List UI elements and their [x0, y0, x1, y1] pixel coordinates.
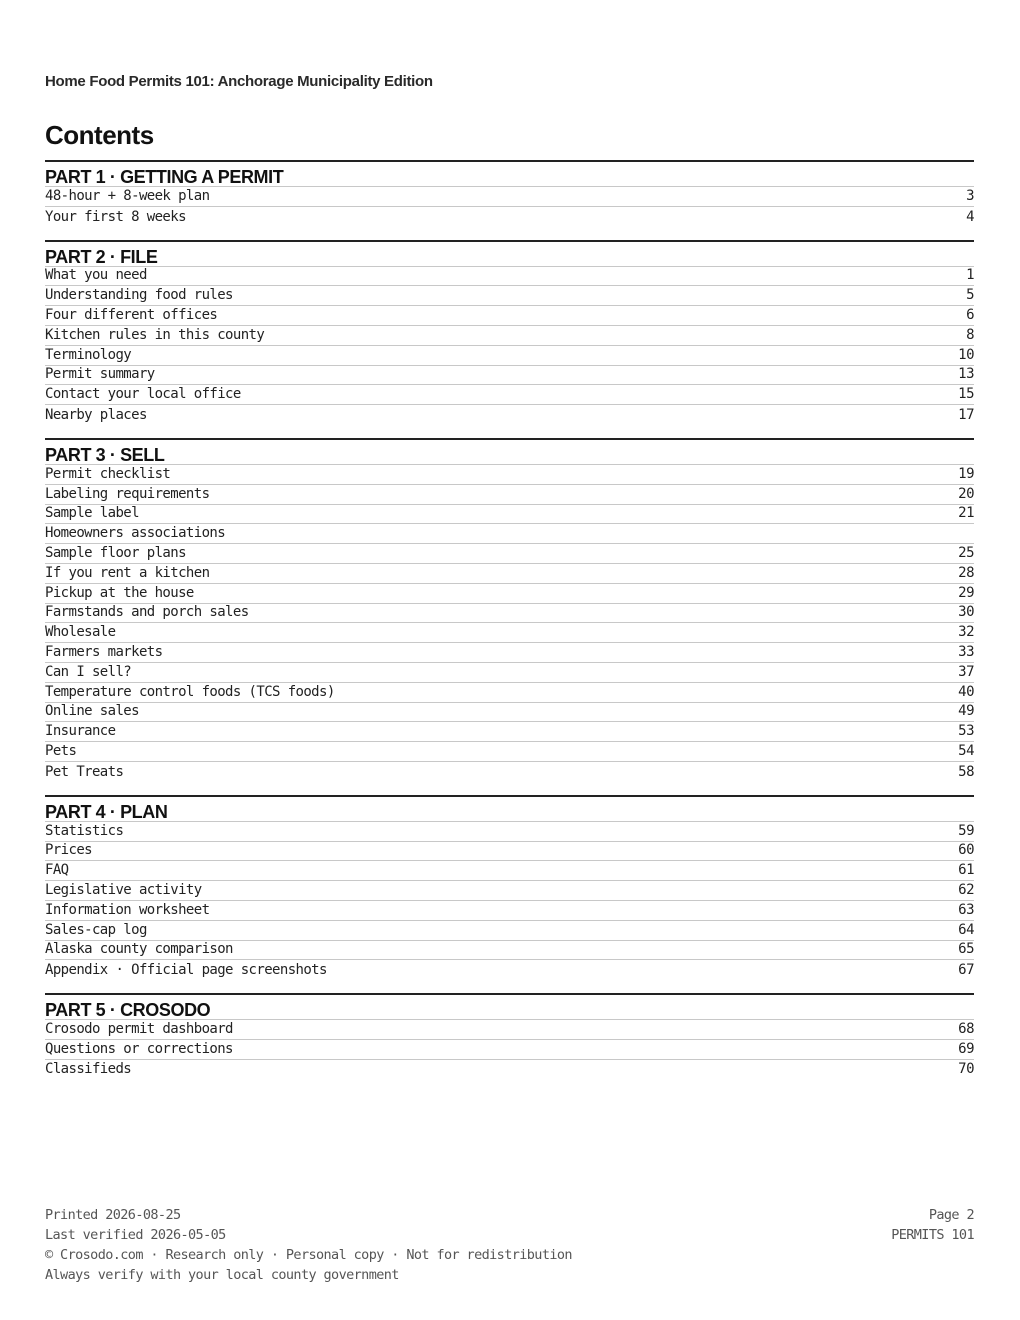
toc-entry[interactable]: [45, 544, 974, 564]
toc-entry-page: 28: [958, 564, 974, 581]
section-gap: [45, 227, 974, 240]
toc-entry[interactable]: [45, 861, 974, 881]
toc-entry-label: Kitchen rules in this county: [45, 326, 265, 343]
toc-entry-label: Nearby places: [45, 406, 147, 423]
toc-entry-page: 67: [958, 962, 974, 979]
toc-entry-label: FAQ: [45, 862, 69, 879]
toc-entry-page: 20: [958, 485, 974, 502]
toc-section: [45, 240, 974, 425]
toc-entry-label: Understanding food rules: [45, 287, 233, 304]
toc-entry-page: 15: [958, 386, 974, 403]
toc-entry-label: Questions or corrections: [45, 1040, 233, 1057]
toc-entry-label: Homeowners associations: [45, 525, 226, 542]
toc-entry[interactable]: [45, 326, 974, 346]
toc-entry[interactable]: [45, 306, 974, 326]
toc-entry[interactable]: [45, 346, 974, 366]
part-heading: PART 5 · CROSODO: [45, 993, 974, 1020]
contents-heading: Contents: [45, 120, 154, 150]
toc-entry-label: Online sales: [45, 703, 139, 720]
toc-entry[interactable]: [45, 822, 974, 842]
toc-entry-label: Pet Treats: [45, 763, 124, 780]
section-gap: [45, 782, 974, 795]
toc-entry-page: 19: [958, 465, 974, 482]
toc-entry-page: 30: [958, 604, 974, 621]
toc-entry[interactable]: [45, 742, 974, 762]
toc-entry-page: 62: [958, 881, 974, 898]
toc-entry-label: Permit checklist: [45, 465, 171, 482]
toc-entry-page: 10: [958, 346, 974, 363]
part-heading: PART 2 · FILE: [45, 240, 974, 267]
toc-entry-label: Permit summary: [45, 366, 155, 383]
part-heading: PART 4 · PLAN: [45, 795, 974, 822]
toc-entry[interactable]: [45, 405, 974, 425]
toc-entry-label: Statistics: [45, 822, 124, 839]
toc-entry-label: Farmstands and porch sales: [45, 604, 249, 621]
toc-entry[interactable]: [45, 564, 974, 584]
table-of-contents: [45, 160, 974, 1079]
toc-entry-page: 17: [958, 406, 974, 423]
section-gap: [45, 980, 974, 993]
toc-entry-page: 3: [966, 187, 974, 204]
last-verified-date: Last verified 2026-05-05: [45, 1227, 226, 1243]
toc-entry[interactable]: [45, 1040, 974, 1060]
toc-entry-label: Pets: [45, 742, 77, 759]
toc-entry-page: 49: [958, 703, 974, 720]
toc-entry[interactable]: [45, 286, 974, 306]
toc-entry[interactable]: [45, 524, 974, 544]
toc-entry[interactable]: [45, 842, 974, 862]
toc-entry-label: Labeling requirements: [45, 485, 210, 502]
toc-entry[interactable]: [45, 921, 974, 941]
toc-entry[interactable]: [45, 604, 974, 624]
toc-entry-page: 54: [958, 742, 974, 759]
disclaimer: Always verify with your local county government: [45, 1267, 399, 1283]
toc-entry[interactable]: [45, 683, 974, 703]
part-heading: PART 1 · GETTING A PERMIT: [45, 160, 974, 187]
toc-entry-page: 4: [966, 208, 974, 225]
toc-section: [45, 438, 974, 782]
toc-entry[interactable]: [45, 505, 974, 525]
toc-entry-label: What you need: [45, 267, 147, 284]
copyright-notice: © Crosodo.com · Research only · Personal copy · Not for redistribution: [45, 1247, 572, 1263]
toc-entry[interactable]: [45, 1020, 974, 1040]
printed-date: Printed 2026-08-25: [45, 1207, 181, 1223]
toc-entry-label: Crosodo permit dashboard: [45, 1020, 233, 1037]
toc-entry-page: 40: [958, 683, 974, 700]
toc-entry[interactable]: [45, 584, 974, 604]
toc-entry[interactable]: [45, 623, 974, 643]
toc-entry-page: 1: [966, 267, 974, 284]
toc-entry-page: 65: [958, 941, 974, 958]
toc-entry[interactable]: [45, 207, 974, 227]
toc-entry[interactable]: [45, 366, 974, 386]
part-heading: PART 3 · SELL: [45, 438, 974, 465]
toc-entry-label: Terminology: [45, 346, 132, 363]
toc-entry[interactable]: [45, 385, 974, 405]
toc-entry-page: 33: [958, 643, 974, 660]
toc-entry-page: 58: [958, 763, 974, 780]
page-number: Page 2: [928, 1207, 974, 1223]
toc-entry-label: Prices: [45, 842, 92, 859]
footer-left: [45, 1205, 572, 1285]
document-page: [45, 0, 974, 1320]
toc-entry-label: Information worksheet: [45, 901, 210, 918]
toc-section: [45, 993, 974, 1079]
toc-entry-page: 5: [966, 287, 974, 304]
toc-entry-page: 59: [958, 822, 974, 839]
toc-section: [45, 795, 974, 980]
toc-entry[interactable]: [45, 901, 974, 921]
toc-entry-page: 63: [958, 901, 974, 918]
toc-entry-page: 25: [958, 544, 974, 561]
toc-entry-label: Farmers markets: [45, 643, 163, 660]
toc-entry-page: 69: [958, 1040, 974, 1057]
toc-entry-page: 68: [958, 1020, 974, 1037]
toc-entry[interactable]: [45, 722, 974, 742]
toc-entry[interactable]: [45, 187, 974, 207]
toc-entry-label: Pickup at the house: [45, 584, 194, 601]
toc-entry-label: Sample label: [45, 505, 139, 522]
toc-entry-page: 21: [958, 505, 974, 522]
toc-entry-page: 61: [958, 862, 974, 879]
toc-entry-label: Temperature control foods (TCS foods): [45, 683, 335, 700]
toc-entry[interactable]: [45, 267, 974, 287]
toc-entry[interactable]: [45, 960, 974, 980]
toc-entry-label: 48-hour + 8-week plan: [45, 187, 210, 204]
toc-entry-page: 32: [958, 624, 974, 641]
toc-entry[interactable]: [45, 485, 974, 505]
toc-entry[interactable]: [45, 881, 974, 901]
toc-entry-label: Sample floor plans: [45, 544, 186, 561]
toc-entry-label: Appendix · Official page screenshots: [45, 962, 327, 979]
toc-entry-label: Alaska county comparison: [45, 941, 233, 958]
toc-entry-label: Legislative activity: [45, 881, 202, 898]
section-gap: [45, 425, 974, 438]
toc-entry-page: 60: [958, 842, 974, 859]
toc-entry-label: Sales-cap log: [45, 921, 147, 938]
toc-entry-page: 6: [966, 306, 974, 323]
toc-entry-page: 13: [958, 366, 974, 383]
toc-entry[interactable]: [45, 663, 974, 683]
toc-entry-page: 70: [958, 1061, 974, 1078]
toc-entry-page: 53: [958, 723, 974, 740]
toc-entry[interactable]: [45, 465, 974, 485]
toc-entry-label: Four different offices: [45, 306, 218, 323]
document-title: Home Food Permits 101: Anchorage Municipality Edition: [45, 73, 433, 90]
toc-entry-page: 64: [958, 921, 974, 938]
toc-entry-label: Your first 8 weeks: [45, 208, 186, 225]
footer-right: [891, 1205, 974, 1245]
toc-entry-label: Wholesale: [45, 624, 116, 641]
toc-entry-page: 8: [966, 326, 974, 343]
toc-entry[interactable]: [45, 941, 974, 961]
toc-entry-label: Classifieds: [45, 1061, 132, 1078]
toc-entry-label: If you rent a kitchen: [45, 564, 210, 581]
toc-entry-page: 29: [958, 584, 974, 601]
toc-entry-label: Insurance: [45, 723, 116, 740]
toc-entry-label: Contact your local office: [45, 386, 241, 403]
toc-section: [45, 160, 974, 227]
document-short-name: PERMITS 101: [891, 1227, 974, 1243]
toc-entry[interactable]: [45, 1060, 974, 1080]
toc-entry-page: 37: [958, 663, 974, 680]
toc-entry[interactable]: [45, 703, 974, 723]
toc-entry[interactable]: [45, 643, 974, 663]
toc-entry[interactable]: [45, 762, 974, 782]
toc-entry-label: Can I sell?: [45, 663, 132, 680]
